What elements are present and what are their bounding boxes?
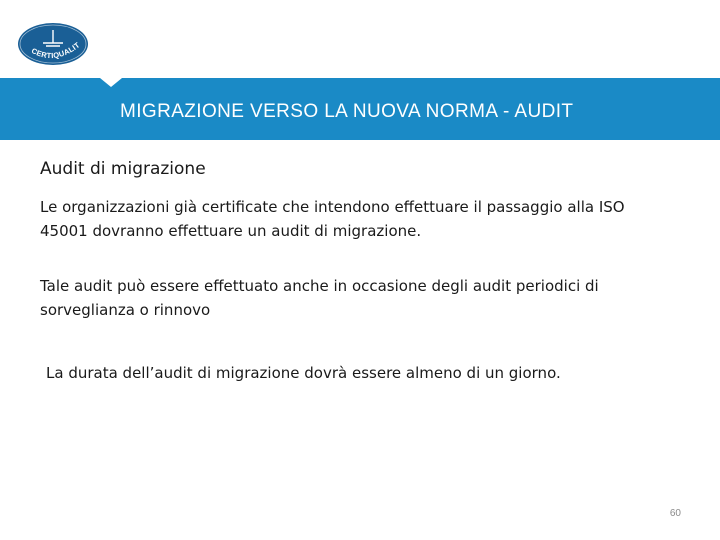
logo-text: CERTIQUALIT [29,40,82,61]
slide-title: MIGRAZIONE VERSO LA NUOVA NORMA - AUDIT [120,101,574,122]
paragraph-1: Le organizzazioni già certificate che intendono effettuare il passaggio alla ISO 45001 dovranno effettuare un audit di migrazione. [40,198,625,240]
certiquality-logo [16,21,90,67]
page-number: 60 [669,508,681,519]
certiquality-logo-icon [16,21,90,67]
paragraph-3: La durata dell’audit di migrazione dovrà essere almeno di un giorno. [46,364,561,382]
title-bar-notch [100,78,122,87]
paragraph-2: Tale audit può essere effettuato anche in occasione degli audit periodici di sorveglianza o rinnovo [40,277,599,319]
section-heading: Audit di migrazione [40,159,206,179]
